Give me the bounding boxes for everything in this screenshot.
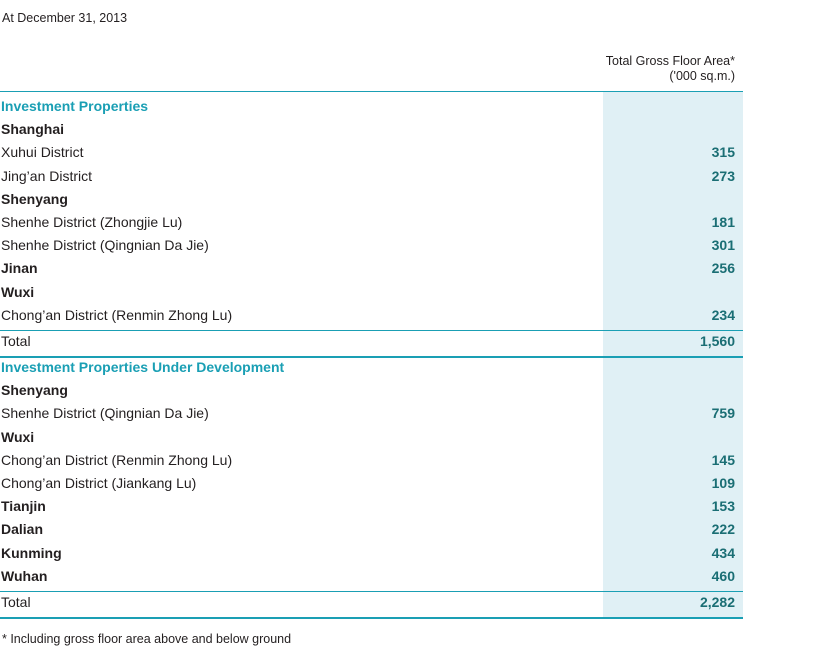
row-value: 273 [711, 167, 735, 184]
table-row [0, 212, 743, 234]
header-rule [0, 91, 743, 92]
row-value: 234 [711, 306, 735, 323]
row-label: Investment Properties [1, 98, 149, 114]
row-value: 109 [711, 475, 735, 491]
table-row [0, 305, 743, 327]
row-label: Shenhe District (Qingnian Da Jie) [1, 237, 209, 254]
row-value: 2,282 [699, 594, 735, 610]
row-label: Jing’an District [1, 167, 93, 184]
row-label: Shanghai [1, 121, 65, 138]
table-row [0, 189, 743, 211]
row-value: 145 [711, 451, 735, 468]
row-value: 222 [711, 521, 735, 538]
row-label: Shenhe District (Zhongjie Lu) [1, 214, 183, 230]
total-rule [0, 617, 743, 619]
table-row [0, 403, 743, 425]
table-row [0, 119, 743, 141]
row-label: Tianjin [1, 498, 46, 515]
table-row [0, 380, 743, 402]
column-header [520, 54, 735, 84]
row-label: Shenhe District (Qingnian Da Jie) [1, 405, 209, 422]
table-row [0, 427, 743, 449]
row-value: 315 [711, 144, 735, 161]
column-header-line1: Total Gross Floor Area* [605, 54, 735, 68]
row-value: 1,560 [699, 333, 735, 349]
row-label: Total [1, 594, 31, 610]
subtotal-rule [0, 591, 743, 592]
row-label: Wuxi [1, 428, 35, 445]
table-row [0, 566, 743, 588]
row-label: Chong’an District (Renmin Zhong Lu) [1, 306, 233, 323]
section-heading-row [0, 357, 743, 379]
row-value: 256 [711, 260, 735, 277]
as-of-date: At December 31, 2013 [2, 11, 128, 25]
table-row [0, 543, 743, 565]
row-value: 759 [711, 405, 735, 422]
row-label: Jinan [1, 260, 38, 277]
row-label: Xuhui District [1, 144, 84, 161]
table-row [0, 258, 743, 280]
row-value: 153 [711, 498, 735, 515]
table-row [0, 142, 743, 164]
table-row [0, 496, 743, 518]
row-label: Wuxi [1, 283, 35, 300]
row-label: Chong’an District (Renmin Zhong Lu) [1, 451, 233, 468]
row-label: Wuhan [1, 567, 48, 584]
total-row [0, 592, 743, 614]
row-value: 460 [711, 567, 735, 584]
row-label: Investment Properties Under Development [1, 359, 285, 375]
row-label: Shenyang [1, 190, 68, 207]
column-header-line2: ('000 sq.m.) [669, 69, 735, 83]
row-label: Kunming [1, 544, 62, 561]
table-row [0, 282, 743, 304]
row-label: Dalian [1, 521, 44, 538]
row-value: 301 [711, 237, 735, 254]
row-label: Total [1, 333, 31, 349]
row-value: 181 [711, 214, 735, 230]
row-label: Chong’an District (Jiankang Lu) [1, 475, 197, 491]
table-row [0, 519, 743, 541]
row-label: Shenyang [1, 382, 68, 399]
section-heading-row [0, 96, 743, 118]
table-row [0, 450, 743, 472]
subtotal-rule [0, 330, 743, 331]
table-row [0, 166, 743, 188]
table-row [0, 473, 743, 495]
row-value: 434 [711, 544, 735, 561]
table-row [0, 235, 743, 257]
total-row [0, 331, 743, 353]
footnote: * Including gross floor area above and below ground [2, 632, 292, 646]
